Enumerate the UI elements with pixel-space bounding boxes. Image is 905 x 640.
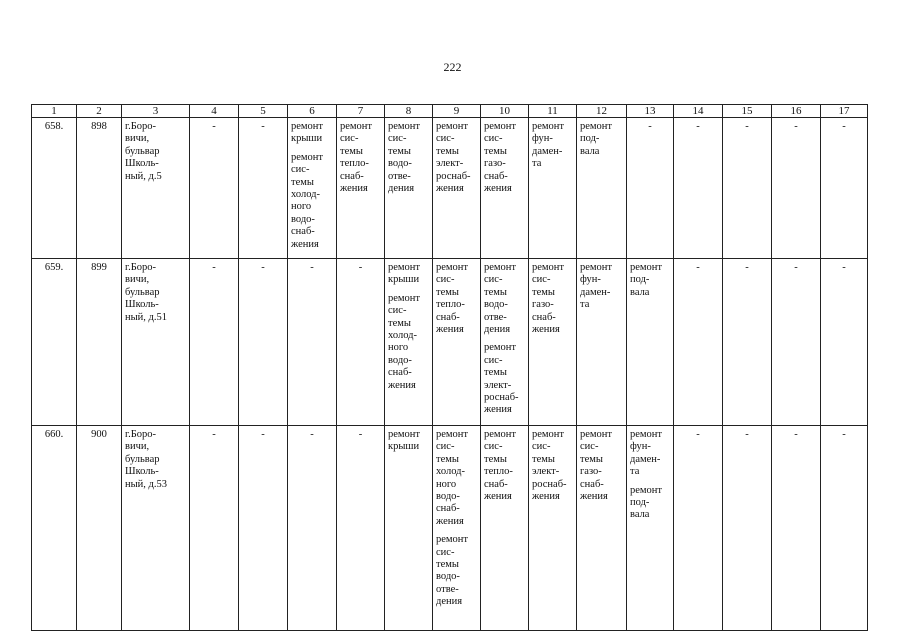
repair-work-line: сис- [436,546,455,558]
repair-schedule-table-container [31,104,867,608]
col-17-cell: - [821,118,868,259]
column-header-5: 5 [239,105,288,118]
repair-work-item [630,262,671,299]
column-header-2: 2 [77,105,122,118]
repair-work-line: ремонт [630,429,663,440]
row-number-cell: 659. [32,259,77,426]
col-13-cell [627,426,674,631]
header-row [32,105,868,118]
repair-work-line: элект- [532,466,560,478]
col-8-cell [385,259,433,426]
row-id-cell: 899 [77,259,122,426]
col-12-cell [577,118,627,259]
repair-work-line: та [532,158,542,170]
col-9-cell [433,426,481,631]
row-id-cell: 898 [77,118,122,259]
repair-work-line: темы [532,286,555,298]
repair-work-line: жения [484,183,512,195]
col-6-cell [288,118,337,259]
address-line: ный, д.5 [125,170,162,182]
repair-work-item [436,534,478,608]
col-12-cell [577,426,627,631]
col-17-cell: - [821,259,868,426]
column-header-6: 6 [288,105,337,118]
repair-work-line: сис- [340,133,359,145]
repair-work-item [484,262,526,336]
table-row [32,259,868,426]
repair-work-line: ремонт [436,534,469,546]
col-15-cell: - [723,118,772,259]
repair-work-line: ремонт [630,262,663,273]
repair-work-item [291,121,334,146]
col-5-cell: - [239,426,288,631]
col-6-cell: - [288,426,337,631]
repair-work-line: темы [484,367,507,379]
col-7-cell: - [337,259,385,426]
repair-work-line: снаб- [436,311,460,323]
address-line: ный, д.53 [125,478,168,490]
repair-work-line: ремонт [436,121,469,132]
repair-work-item [484,121,526,195]
repair-work-line: ремонт [484,429,517,440]
repair-work-line: тепло- [484,466,513,478]
col-17-cell: - [821,426,868,631]
column-header-15: 15 [723,105,772,118]
repair-work-line: дамен- [532,145,563,157]
column-header-14: 14 [674,105,723,118]
repair-work-line: водо- [484,299,508,311]
repair-work-line: под- [580,133,600,145]
repair-work-line: крыши [291,133,323,145]
col-14-cell: - [674,426,723,631]
column-header-12: 12 [577,105,627,118]
repair-work-line: жения [484,491,512,503]
column-header-1: 1 [32,105,77,118]
repair-work-item [532,262,574,336]
repair-work-line: отве- [436,583,459,595]
col-15-cell: - [723,259,772,426]
repair-work-line: ремонт [532,262,565,273]
repair-work-line: ного [436,478,457,490]
repair-work-line: роснаб- [436,170,471,182]
repair-work-line: вала [580,145,600,157]
table-row [32,426,868,631]
repair-work-line: жения [484,404,512,416]
repair-work-item [436,121,478,195]
row-id-cell: 900 [77,426,122,631]
col-4-cell: - [190,426,239,631]
repair-schedule-table [31,104,868,631]
repair-work-line: сис- [291,164,310,176]
column-header-8: 8 [385,105,433,118]
repair-work-line: темы [388,145,411,157]
repair-work-line: ного [291,201,312,213]
repair-work-item [436,429,478,528]
col-11-cell [529,118,577,259]
repair-work-line: отве- [484,311,507,323]
repair-work-line: темы [436,286,459,298]
repair-work-line: газо- [580,466,602,478]
repair-work-item [484,429,526,503]
repair-work-line: та [630,466,640,478]
repair-work-line: фун- [532,133,553,145]
col-15-cell: - [723,426,772,631]
column-header-3: 3 [122,105,190,118]
address-line: г.Боро- [125,429,157,440]
column-header-17: 17 [821,105,868,118]
repair-work-item [580,429,624,503]
table-row [32,118,868,259]
repair-work-line: темы [436,559,459,571]
col-12-cell [577,259,627,426]
repair-work-line: дения [388,183,415,195]
repair-work-line: сис- [388,305,407,317]
address-line: бульвар [125,145,160,157]
address-line: вичи, [125,274,150,286]
col-16-cell: - [772,118,821,259]
repair-work-line: сис- [484,354,503,366]
table-body [32,118,868,631]
repair-work-line: дения [436,596,463,608]
repair-work-line: роснаб- [532,478,567,490]
repair-work-line: снаб- [580,478,604,490]
repair-work-line: ремонт [532,429,565,440]
repair-work-line: ремонт [388,262,421,273]
column-header-16: 16 [772,105,821,118]
repair-work-line: темы [484,453,507,465]
repair-work-line: крыши [388,441,420,453]
address-line: вичи, [125,441,150,453]
repair-work-line: элект- [436,158,464,170]
repair-work-line: сис- [580,441,599,453]
address-line: г.Боро- [125,262,157,273]
repair-work-line: ремонт [436,262,469,273]
repair-work-line: ремонт [630,484,663,496]
repair-work-line: газо- [484,158,506,170]
repair-work-line: сис- [436,133,455,145]
col-11-cell [529,426,577,631]
repair-work-line: жения [291,238,319,250]
col-7-cell [337,118,385,259]
repair-work-line: жения [532,491,560,503]
repair-work-line: водо- [388,158,412,170]
repair-work-item [388,262,430,287]
repair-work-line: тепло- [340,158,369,170]
repair-work-line: сис- [532,441,551,453]
repair-work-item [291,152,334,251]
repair-work-line: ремонт [580,429,613,440]
repair-work-line: ремонт [532,121,565,132]
repair-work-item [388,121,430,195]
column-header-7: 7 [337,105,385,118]
col-5-cell: - [239,259,288,426]
repair-work-line: дамен- [580,286,611,298]
repair-work-line: ремонт [580,121,613,132]
repair-work-line: ремонт [340,121,373,132]
address-cell [122,426,190,631]
repair-work-line: ремонт [388,429,421,440]
repair-work-line: темы [484,145,507,157]
repair-work-item [388,429,430,454]
repair-work-line: темы [388,317,411,329]
repair-work-line: водо- [436,491,460,503]
repair-work-line: сис- [484,441,503,453]
col-16-cell: - [772,426,821,631]
repair-work-line: ного [388,342,409,354]
address-line: Школь- [125,299,159,311]
repair-work-line: жения [580,491,608,503]
repair-work-item [580,262,624,312]
repair-work-line: холод- [388,330,417,342]
col-14-cell: - [674,259,723,426]
repair-work-line: жения [436,324,464,336]
address-line: г.Боро- [125,121,157,132]
repair-work-line: темы [436,145,459,157]
repair-work-line: водо- [291,213,315,225]
address-line: бульвар [125,286,160,298]
repair-work-line: жения [436,515,464,527]
repair-work-line: элект- [484,379,512,391]
repair-work-line: дения [484,324,511,336]
repair-work-line: снаб- [388,367,412,379]
repair-work-line: газо- [532,299,554,311]
repair-work-line: снаб- [436,503,460,515]
repair-work-line: снаб- [484,170,508,182]
repair-work-line: ремонт [436,429,469,440]
repair-work-item [340,121,382,195]
col-13-cell: - [627,118,674,259]
column-header-4: 4 [190,105,239,118]
col-9-cell [433,259,481,426]
column-header-9: 9 [433,105,481,118]
repair-work-line: ремонт [484,342,517,354]
col-8-cell [385,118,433,259]
repair-work-line: под- [630,497,650,509]
col-10-cell [481,118,529,259]
col-8-cell [385,426,433,631]
repair-work-line: сис- [532,274,551,286]
address-line: вичи, [125,133,150,145]
repair-work-line: сис- [388,133,407,145]
repair-work-line: жения [340,183,368,195]
repair-work-line: снаб- [484,478,508,490]
address-cell [122,118,190,259]
repair-work-line: под- [630,274,650,286]
repair-work-item [388,293,430,392]
column-header-10: 10 [481,105,529,118]
col-4-cell: - [190,118,239,259]
repair-work-line: темы [436,453,459,465]
column-header-13: 13 [627,105,674,118]
repair-work-line: снаб- [291,226,315,238]
repair-work-line: тепло- [436,299,465,311]
repair-work-line: жения [532,324,560,336]
repair-work-line: та [580,299,590,311]
repair-work-line: снаб- [532,311,556,323]
column-header-11: 11 [529,105,577,118]
col-10-cell [481,426,529,631]
repair-work-line: роснаб- [484,392,519,404]
repair-work-line: снаб- [340,170,364,182]
col-14-cell: - [674,118,723,259]
col-7-cell: - [337,426,385,631]
address-line: бульвар [125,453,160,465]
repair-work-line: водо- [388,354,412,366]
repair-work-line: отве- [388,170,411,182]
repair-work-item [484,342,526,416]
repair-work-line: ремонт [388,121,421,132]
repair-work-line: фун- [580,274,601,286]
repair-work-line: крыши [388,274,420,286]
repair-work-line: жения [436,183,464,195]
page-number: 222 [443,60,462,74]
repair-work-line: ремонт [291,121,324,132]
repair-work-item [630,429,671,479]
repair-work-line: холод- [436,466,465,478]
repair-work-line: темы [291,176,314,188]
address-cell [122,259,190,426]
repair-work-item [532,121,574,171]
row-number-cell: 660. [32,426,77,631]
col-4-cell: - [190,259,239,426]
col-5-cell: - [239,118,288,259]
repair-work-line: ремонт [580,262,613,273]
repair-work-item [580,121,624,158]
repair-work-item [532,429,574,503]
col-13-cell [627,259,674,426]
repair-work-line: водо- [436,571,460,583]
col-6-cell: - [288,259,337,426]
repair-work-line: темы [484,286,507,298]
repair-work-line: фун- [630,441,651,453]
repair-work-line: сис- [484,274,503,286]
repair-work-line: дамен- [630,453,661,465]
address-line: Школь- [125,466,159,478]
repair-work-line: сис- [436,441,455,453]
repair-work-item [436,262,478,336]
repair-work-line: сис- [484,133,503,145]
repair-work-line: жения [388,379,416,391]
row-number-cell: 658. [32,118,77,259]
address-line: Школь- [125,158,159,170]
repair-work-line: вала [630,509,650,521]
repair-work-item [630,485,671,522]
repair-work-line: темы [340,145,363,157]
col-11-cell [529,259,577,426]
repair-work-line: темы [532,453,555,465]
col-10-cell [481,259,529,426]
repair-work-line: темы [580,453,603,465]
repair-work-line: ремонт [388,292,421,304]
repair-work-line: ремонт [291,151,324,163]
repair-work-line: ремонт [484,121,517,132]
repair-work-line: холод- [291,189,320,201]
repair-work-line: ремонт [484,262,517,273]
repair-work-line: сис- [436,274,455,286]
col-9-cell [433,118,481,259]
col-16-cell: - [772,259,821,426]
address-line: ный, д.51 [125,311,168,323]
repair-work-line: вала [630,286,650,298]
